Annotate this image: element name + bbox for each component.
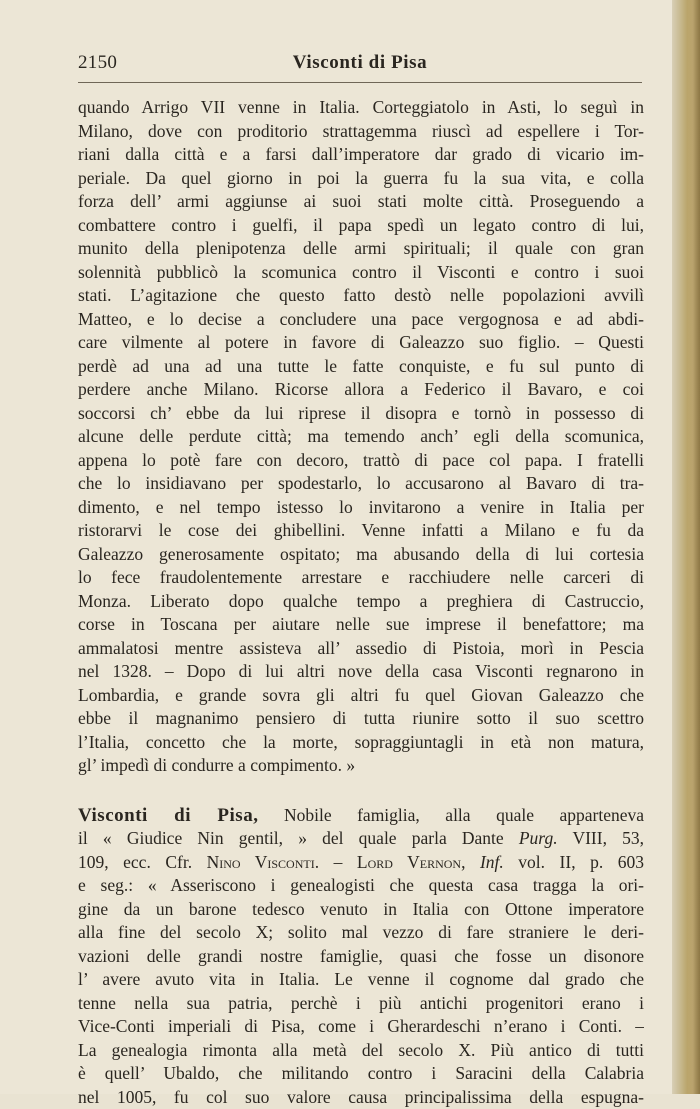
dictionary-entry [78,804,644,1109]
entry-line1-text: Nobile famiglia, alla quale apparteneva [258,805,644,825]
text-line: care vilmente al potere in favore di Galeazzo suo figlio. – Questi [78,331,644,355]
text-line: l’Italia, concetto che la morte, sopraggiuntagli in età non matura, [78,731,644,755]
reference-inf: Inf. [480,852,504,872]
text-line: che lo insidiavano per spodestarlo, lo accusarono al Bavaro di tra- [78,472,644,496]
entry-headword: Visconti di Pisa, [78,805,258,826]
text-line: ammalatosi mentre assisteva all’ assedio di Pistoia, morì in Pescia [78,637,644,661]
text-line: perdere anche Milano. Ricorse allora a Federico il Bavaro, e coi [78,378,644,402]
text-line: Matteo, e lo decise a concludere una pace vergognosa e ad abdi- [78,308,644,332]
text-line: stati. L’agitazione che questo fatto destò nelle popolazioni avvilì [78,284,644,308]
text-line: l’ avere avuto vita in Italia. Le venne il cognome dal grado che [78,968,644,992]
entry-line2-text-a: il « Giudice Nin gentil, » del quale parla Dante [78,828,519,848]
page-number: 2150 [78,52,117,74]
text-line: soccorsi ch’ ebbe da lui riprese il disopra e tornò in possesso di [78,402,644,426]
text-line: tenne nella sua patria, perchè i più antichi progenitori erano i [78,992,644,1016]
text-line: corse in Toscana per aiutare nelle sue imprese il benefattore; ma [78,613,644,637]
cross-ref-nino-visconti: Nino Visconti [207,852,315,872]
text-line: gl’ impedì di condurre a compimento. » [78,754,644,778]
text-line: nel 1005, fu col suo valore causa principalissima della espugna- [78,1086,644,1109]
paragraph-continuation [78,96,644,778]
text-line: nel 1328. – Dopo di lui altri nove della casa Visconti regnarono in [78,660,644,684]
text-line: ristorarvi le cose dei ghibellini. Venne infatti a Milano e fu da [78,519,644,543]
page-edge-shadow [688,0,700,1094]
text-line: riani dalla città e a farsi dall’imperatore dar grado di vicario im- [78,143,644,167]
entry-line3-text-c: , [461,852,480,872]
text-line: Milano, dove con proditorio strattagemma riuscì ad espellere i Tor- [78,120,644,144]
entry-line3-text-b: . – [315,852,357,872]
text-line: ebbe il magnanimo pensiero di tutta riunire sotto il suo scettro [78,707,644,731]
body-text [78,96,644,1109]
text-line: periale. Da quel giorno in poi la guerra fu la sua vita, e colla [78,167,644,191]
entry-line-1 [78,804,644,828]
header-rule [78,82,642,83]
author-lord-vernon: Lord Vernon [357,852,461,872]
text-line: Galeazzo generosamente ospitato; ma abusando della di lui cortesia [78,543,644,567]
entry-line-3 [78,851,644,875]
text-line: quando Arrigo VII venne in Italia. Corteggiatolo in Asti, lo seguì in [78,96,644,120]
text-line: gine da un barone tedesco venuto in Italia con Ottone imperatore [78,898,644,922]
text-line: solennità pubblicò la scomunica contro il Visconti e contro i suoi [78,261,644,285]
text-line: alcune delle perdute città; ma temendo anch’ egli della scomunica, [78,425,644,449]
text-line: forza dell’ armi aggiunse ai suoi stati molte città. Proseguendo a [78,190,644,214]
text-line: Lombardia, e grande sovra gli altri fu quel Giovan Galeazzo che [78,684,644,708]
entry-line3-text-a: 109, ecc. Cfr. [78,852,207,872]
text-line: perdè ad una ad una tutte le fatte conquiste, e fu sul punto di [78,355,644,379]
text-line: Monza. Liberato dopo qualche tempo a preghiera di Castruccio, [78,590,644,614]
text-line: e seg.: « Asseriscono i genealogisti che questa casa tragga la ori- [78,874,644,898]
text-line: vazioni delle grandi nostre famiglie, quasi che fosse un disonore [78,945,644,969]
text-line: lo fece fraudolentemente arrestare e racchiudere nelle carceri di [78,566,644,590]
reference-purg: Purg. [519,828,558,848]
text-line: combattere contro i guelfi, il papa spedì un legato contro di lui, [78,214,644,238]
text-line: La genealogia rimonta alla metà del secolo X. Più antico di tutti [78,1039,644,1063]
entry-line-2 [78,827,644,851]
page-header [78,52,642,82]
text-line: è quell’ Ubaldo, che militando contro i Saracini della Calabria [78,1062,644,1086]
entry-body [78,874,644,1109]
entry-line2-text-b: VIII, 53, [558,828,644,848]
text-line: Vice-Conti imperiali di Pisa, come i Gherardeschi n’erano i Conti. – [78,1015,644,1039]
text-line: alla fine del secolo X; solito mal vezzo di fare straniere le deri- [78,921,644,945]
paragraph-gap [78,778,644,804]
text-line: dimento, e nel tempo istesso lo invitarono a venire in Italia per [78,496,644,520]
running-title: Visconti di Pisa [78,52,642,74]
text-line: appena lo potè fare con decoro, trattò di pace col papa. I fratelli [78,449,644,473]
text-line: munito della plenipotenza delle armi spirituali; il quale con gran [78,237,644,261]
entry-line3-text-d: vol. II, p. 603 [504,852,644,872]
